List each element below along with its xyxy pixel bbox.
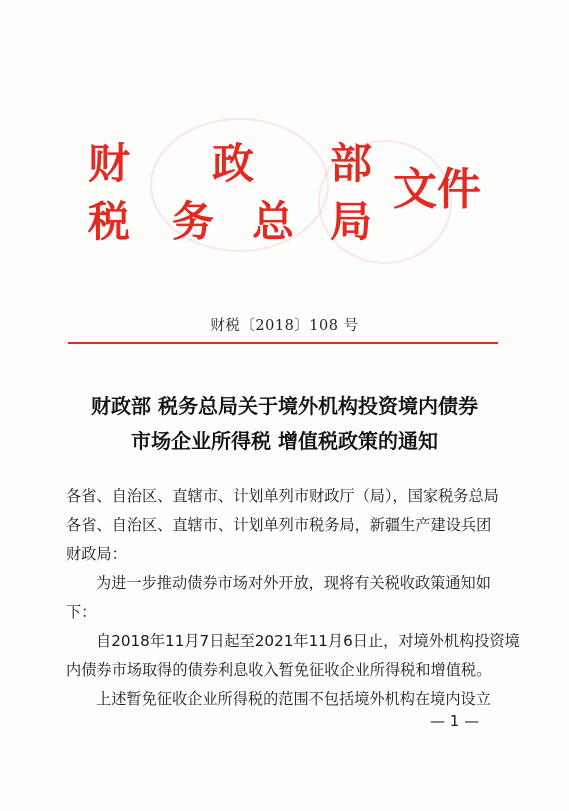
paragraph-line: 自2018年11月7日起至2021年11月6日止，对境外机构投资境 <box>96 632 520 650</box>
red-divider <box>68 342 498 344</box>
header-char: 财 <box>88 139 131 188</box>
document-title-line: 财政部 税务总局关于境外机构投资境内债券 <box>91 394 478 418</box>
page-number: — 1 — <box>430 712 480 730</box>
paragraph-line: 内债券市场取得的债券利息收入暂免征收企业所得税和增值税。 <box>66 661 492 679</box>
document-number: 财税〔2018〕108 号 <box>210 318 359 334</box>
paragraph-line: 为进一步推动债券市场对外开放，现将有关税收政策通知如 <box>96 574 491 592</box>
header-char: 部 <box>330 139 373 188</box>
recipient-line: 各省、自治区、直辖市、计划单列市财政厅（局），国家税务总局 <box>66 487 499 505</box>
header-char: 政 <box>212 139 255 188</box>
header-char: 务 <box>172 197 215 246</box>
document-title-line: 市场企业所得税 增值税政策的通知 <box>131 429 438 453</box>
header-char: 税 <box>88 197 131 246</box>
paragraph-line: 上述暂免征收企业所得税的范围不包括境外机构在境内设立 <box>96 690 491 708</box>
recipient-line: 各省、自治区、直辖市、计划单列市税务局，新疆生产建设兵团 <box>66 516 492 534</box>
header-char: 总 <box>252 197 295 246</box>
header-char: 局 <box>330 197 373 246</box>
recipient-line: 财政局： <box>66 545 127 563</box>
paragraph-line: 下： <box>66 603 97 621</box>
header-suffix: 文件 <box>393 164 481 215</box>
